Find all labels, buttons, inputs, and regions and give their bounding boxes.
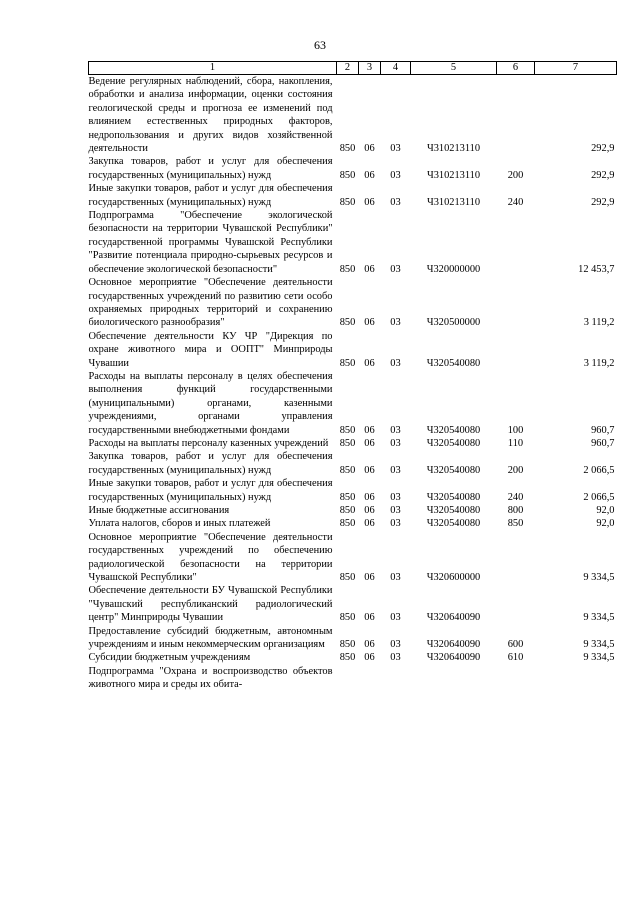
- row-admin-code: 850: [339, 263, 356, 275]
- row-name: Обеспечение деятельности КУ ЧР "Дирекция по охране животного мира и ООПТ" Минприроды Чувашии: [88, 330, 333, 369]
- row-amount: 3 119,2: [583, 317, 615, 329]
- row-subsection: 03: [390, 169, 401, 181]
- table-row: [89, 504, 617, 517]
- row-admin-code: 850: [339, 357, 356, 369]
- row-amount: 92,0: [596, 518, 615, 530]
- row-amount: 292,9: [591, 169, 615, 181]
- row-expense-type: [497, 276, 535, 330]
- row-name: Ведение регулярных наблюдений, сбора, накопления, обработки и анализа информации, оценки состояния геологической среды и прогноза ее изменений под влиянием естественных природных факторов, недропользования и других видов хозяйственной деятельности: [88, 76, 333, 155]
- row-amount: 2 066,5: [583, 464, 615, 476]
- row-amount: 92,0: [596, 505, 615, 516]
- row-section: 06: [364, 505, 375, 516]
- row-admin-code: 850: [339, 424, 356, 436]
- row-admin-code: 850: [339, 196, 356, 208]
- row-subsection: 03: [390, 639, 401, 651]
- row-expense-type: 200: [507, 169, 524, 181]
- row-expense-type: 600: [507, 639, 524, 651]
- table-row: [89, 330, 617, 370]
- row-name: Основное мероприятие "Обеспечение деятельности государственных учреждений по обеспечению радиологической безопасности на территории Чувашской Республики": [88, 531, 333, 584]
- row-target-article: Ч320640090: [426, 652, 481, 664]
- header-col-6: 6: [497, 62, 535, 75]
- row-amount: 9 334,5: [583, 652, 615, 664]
- header-col-4: 4: [381, 62, 411, 75]
- row-name: Подпрограмма "Охрана и воспроизводство объектов животного мира и среды их обита-: [88, 665, 333, 691]
- row-target-article: Ч310213110: [426, 169, 481, 181]
- row-target-article: Ч320540080: [426, 505, 481, 516]
- table-row: [89, 370, 617, 437]
- row-amount: 12 453,7: [578, 263, 615, 275]
- row-subsection: 03: [390, 464, 401, 476]
- table-row: [89, 651, 617, 664]
- row-name: Подпрограмма "Обеспечение экологической безопасности на территории Чувашской Республики" государственной программы Чувашской Республики "Развитие потенциала природно-сырьевых ресурсов и обеспечение экологической безопасности": [88, 210, 333, 275]
- row-subsection: 03: [390, 652, 401, 664]
- table-header-row: [89, 62, 617, 75]
- table-row: [89, 155, 617, 182]
- row-expense-type: [497, 665, 535, 692]
- row-name: Иные закупки товаров, работ и услуг для обеспечения государственных (муниципальных) нужд: [88, 478, 333, 503]
- table-row: [89, 477, 617, 504]
- row-subsection: 03: [390, 437, 401, 449]
- row-amount: 960,7: [591, 424, 615, 436]
- row-section: 06: [364, 491, 375, 503]
- row-section: 06: [364, 437, 375, 449]
- row-target-article: Ч320500000: [426, 317, 481, 329]
- row-target-article: Ч320600000: [426, 572, 481, 584]
- row-name: Закупка товаров, работ и услуг для обеспечения государственных (муниципальных) нужд: [88, 156, 333, 181]
- row-expense-type: [497, 584, 535, 624]
- row-amount: 3 119,2: [583, 357, 615, 369]
- table-row: [89, 75, 617, 156]
- table-row: [89, 182, 617, 209]
- row-name: Основное мероприятие "Обеспечение деятельности государственных учреждений по развитию сети особо охраняемых природных территорий и сохранению биологического разнообразия": [88, 277, 333, 329]
- row-admin-code: 850: [339, 652, 356, 664]
- row-admin-code: 850: [339, 491, 356, 503]
- row-admin-code: 850: [339, 639, 356, 651]
- row-amount: 2 066,5: [583, 491, 615, 503]
- table-row: [89, 584, 617, 624]
- row-name: Уплата налогов, сборов и иных платежей: [88, 518, 271, 530]
- row-section: 06: [364, 196, 375, 208]
- row-name: Предоставление субсидий бюджетным, автономным учреждениям и иным некоммерческим организациям: [88, 625, 333, 651]
- row-expense-type: 240: [507, 196, 524, 208]
- row-section: 06: [364, 424, 375, 436]
- row-name: Субсидии бюджетным учреждениям: [88, 652, 251, 664]
- table-row: [89, 276, 617, 330]
- row-subsection: 03: [390, 196, 401, 208]
- row-subsection: 03: [390, 317, 401, 329]
- row-section: 06: [364, 169, 375, 181]
- row-section: 06: [364, 357, 375, 369]
- row-expense-type: [497, 330, 535, 370]
- row-admin-code: 850: [339, 518, 356, 530]
- row-amount: 960,7: [591, 437, 615, 449]
- row-name: Обеспечение деятельности БУ Чувашской Республики "Чувашский республиканский радиологический центр" Минприроды Чувашии: [88, 585, 333, 624]
- header-col-3: 3: [359, 62, 381, 75]
- table-row: [89, 209, 617, 276]
- header-col-1: 1: [89, 62, 337, 75]
- row-section: [359, 665, 381, 692]
- row-name: Иные бюджетные ассигнования: [88, 505, 230, 516]
- row-subsection: 03: [390, 143, 401, 155]
- row-subsection: 03: [390, 491, 401, 503]
- row-subsection: 03: [390, 263, 401, 275]
- page-number: 63: [314, 38, 326, 52]
- row-subsection: 03: [390, 424, 401, 436]
- table-row: [89, 625, 617, 652]
- row-admin-code: 850: [339, 464, 356, 476]
- row-expense-type: 200: [507, 464, 524, 476]
- row-expense-type: [497, 75, 535, 156]
- row-expense-type: 110: [507, 437, 524, 449]
- row-target-article: [411, 665, 497, 692]
- table-row: [89, 531, 617, 585]
- header-col-2: 2: [337, 62, 359, 75]
- table-row: [89, 665, 617, 692]
- row-target-article: Ч320540080: [426, 357, 481, 369]
- row-target-article: Ч310213110: [426, 196, 481, 208]
- row-expense-type: [497, 531, 535, 585]
- row-subsection: 03: [390, 612, 401, 624]
- row-admin-code: 850: [339, 169, 356, 181]
- row-section: 06: [364, 612, 375, 624]
- row-section: 06: [364, 263, 375, 275]
- row-section: 06: [364, 317, 375, 329]
- row-admin-code: 850: [339, 437, 356, 449]
- row-subsection: 03: [390, 518, 401, 530]
- row-expense-type: 100: [507, 424, 524, 436]
- row-subsection: 03: [390, 572, 401, 584]
- row-target-article: Ч320540080: [426, 518, 481, 530]
- row-admin-code: 850: [339, 612, 356, 624]
- row-admin-code: 850: [339, 317, 356, 329]
- row-section: 06: [364, 143, 375, 155]
- row-expense-type: 240: [507, 491, 524, 503]
- row-target-article: Ч320000000: [426, 263, 481, 275]
- header-col-5: 5: [411, 62, 497, 75]
- row-amount: 9 334,5: [583, 612, 615, 624]
- row-expense-type: 850: [507, 518, 524, 530]
- row-name: Иные закупки товаров, работ и услуг для обеспечения государственных (муниципальных) нужд: [88, 183, 333, 208]
- row-expense-type: 610: [507, 652, 524, 664]
- row-amount: [535, 665, 617, 692]
- row-section: 06: [364, 464, 375, 476]
- row-target-article: Ч320540080: [426, 437, 481, 449]
- row-amount: 292,9: [591, 143, 615, 155]
- row-target-article: Ч320540080: [426, 464, 481, 476]
- row-subsection: 03: [390, 505, 401, 516]
- row-amount: 292,9: [591, 196, 615, 208]
- row-expense-type: 800: [507, 505, 524, 516]
- row-name: Расходы на выплаты персоналу в целях обеспечения выполнения функций государственными (муниципальными) органами, казенными учреждениями, органами управления государственными внебюджетными фондами: [88, 370, 333, 436]
- row-subsection: [381, 665, 411, 692]
- row-section: 06: [364, 572, 375, 584]
- header-col-7: 7: [535, 62, 617, 75]
- row-amount: 9 334,5: [583, 572, 615, 584]
- row-section: 06: [364, 639, 375, 651]
- table-row: [89, 437, 617, 450]
- row-admin-code: [337, 665, 359, 692]
- row-admin-code: 850: [339, 505, 356, 516]
- row-name: Закупка товаров, работ и услуг для обеспечения государственных (муниципальных) нужд: [88, 451, 333, 476]
- row-section: 06: [364, 652, 375, 664]
- row-target-article: Ч320640090: [426, 639, 481, 651]
- row-amount: 9 334,5: [583, 639, 615, 651]
- budget-table: [88, 61, 617, 692]
- row-target-article: Ч320540080: [426, 424, 481, 436]
- row-admin-code: 850: [339, 572, 356, 584]
- row-target-article: Ч320640090: [426, 612, 481, 624]
- row-target-article: Ч320540080: [426, 491, 481, 503]
- table-row: [89, 450, 617, 477]
- table-row: [89, 517, 617, 530]
- table-body: [89, 75, 617, 692]
- row-expense-type: [497, 209, 535, 276]
- row-target-article: Ч310213110: [426, 143, 481, 155]
- row-admin-code: 850: [339, 143, 356, 155]
- row-section: 06: [364, 518, 375, 530]
- row-subsection: 03: [390, 357, 401, 369]
- row-name: Расходы на выплаты персоналу казенных учреждений: [88, 437, 329, 449]
